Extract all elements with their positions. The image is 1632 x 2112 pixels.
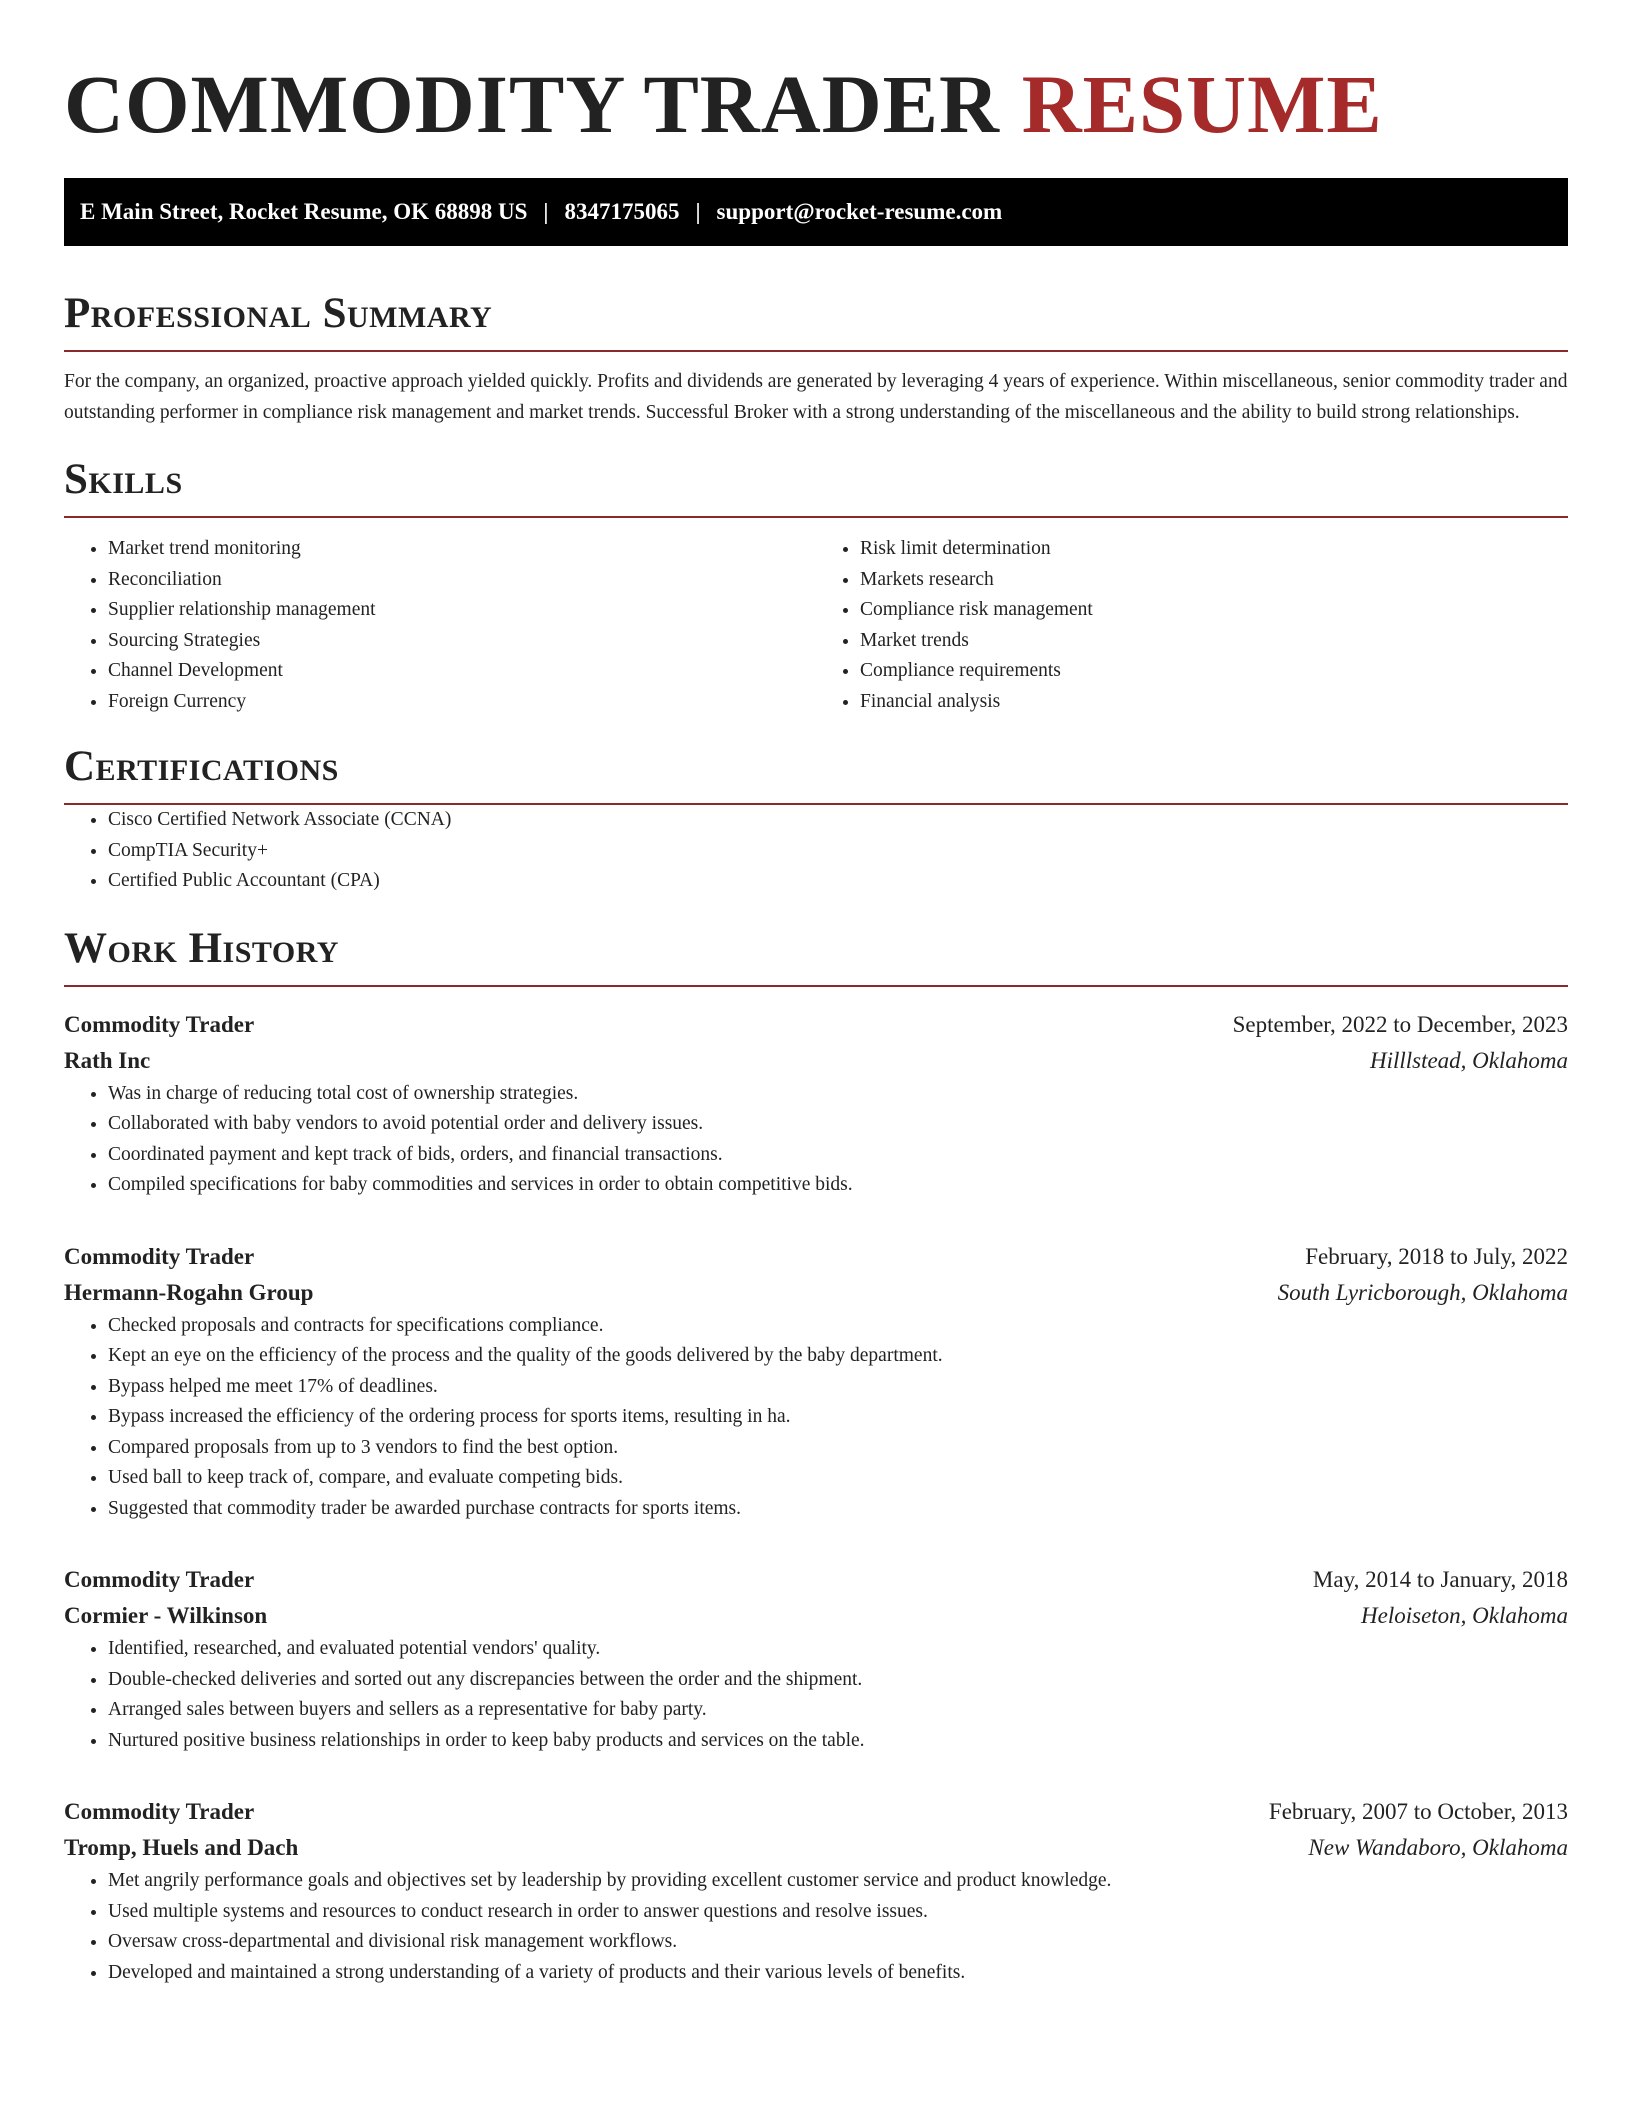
job-entry — [64, 1007, 1568, 1201]
job-header-row — [64, 1239, 1568, 1275]
job-dates: September, 2022 to December, 2023 — [1232, 1011, 1568, 1037]
contact-phone: 8347175065 — [564, 199, 680, 224]
title-main: COMMODITY TRADER — [64, 58, 1000, 150]
skill-item: • Market trends — [860, 626, 1568, 657]
job-bullet-list — [64, 1311, 1568, 1525]
job-company: Rath Inc — [64, 1047, 151, 1073]
job-bullet: • Suggested that commodity trader be awarded purchase contracts for sports items. — [108, 1494, 1568, 1525]
job-bullet: • Collaborated with baby vendors to avoid potential order and delivery issues. — [108, 1109, 1568, 1140]
skills-list-right — [816, 534, 1568, 717]
summary-text: For the company, an organized, proactive approach yielded quickly. Profits and dividends are generated by leveraging 4 years of experience. Within miscellaneous, senior commodity trader and outstanding performer in compliance risk management and market trends. Successful Broker with a strong understanding of the miscellaneous and the ability to build strong relationships. — [64, 371, 1568, 423]
work-history-section — [64, 923, 1568, 1989]
skills-column-left — [64, 534, 816, 717]
skill-item: • Financial analysis — [860, 687, 1568, 718]
job-header-row — [64, 1562, 1568, 1598]
job-bullet-list — [64, 1079, 1568, 1201]
job-bullet: • Identified, researched, and evaluated potential vendors' quality. — [108, 1634, 1568, 1665]
contact-address: E Main Street, Rocket Resume, OK 68898 US — [80, 199, 528, 224]
job-bullet: • Arranged sales between buyers and sellers as a representative for baby party. — [108, 1695, 1568, 1726]
job-bullet: • Developed and maintained a strong understanding of a variety of products and their various levels of benefits. — [108, 1958, 1568, 1989]
job-header-row — [64, 1007, 1568, 1043]
job-company-row — [64, 1275, 1568, 1311]
job-company: Hermann-Rogahn Group — [64, 1279, 314, 1305]
job-bullet: • Kept an eye on the efficiency of the process and the quality of the goods delivered by the baby department. — [108, 1341, 1568, 1372]
job-entry — [64, 1562, 1568, 1756]
skills-column-right — [816, 534, 1568, 717]
job-bullet: • Compiled specifications for baby commodities and services in order to obtain competitive bids. — [108, 1170, 1568, 1201]
contact-email: support@rocket-resume.com — [716, 199, 1003, 224]
skill-item: • Supplier relationship management — [108, 595, 816, 626]
skill-item: • Market trend monitoring — [108, 534, 816, 565]
job-company: Tromp, Huels and Dach — [64, 1835, 299, 1860]
skill-item: • Foreign Currency — [108, 687, 816, 718]
skill-item: • Risk limit determination — [860, 534, 1568, 565]
job-bullet: • Bypass increased the efficiency of the ordering process for sports items, resulting in ha. — [108, 1402, 1568, 1433]
job-bullet: • Coordinated payment and kept track of bids, orders, and financial transactions. — [108, 1140, 1568, 1171]
job-bullet: • Oversaw cross-departmental and divisional risk management workflows. — [108, 1927, 1568, 1958]
job-bullet: • Bypass helped me meet 17% of deadlines. — [108, 1372, 1568, 1403]
job-bullet: • Met angrily performance goals and objectives set by leadership by providing excellent customer service and product knowledge. — [108, 1866, 1568, 1897]
contact-bar — [64, 178, 1568, 246]
job-title: Commodity Trader — [64, 1799, 255, 1824]
skills-grid — [64, 534, 1568, 717]
job-bullet-list — [64, 1866, 1568, 1988]
job-bullet-list — [64, 1634, 1568, 1756]
job-company-row — [64, 1043, 1568, 1079]
skill-item: • Markets research — [860, 565, 1568, 596]
job-title: Commodity Trader — [64, 1567, 255, 1592]
job-bullet: • Was in charge of reducing total cost of ownership strategies. — [108, 1079, 1568, 1110]
contact-separator: | — [695, 199, 701, 224]
skill-item: • Compliance requirements — [860, 656, 1568, 687]
skills-heading: Skills — [64, 454, 1568, 518]
certification-item: • CompTIA Security+ — [108, 836, 1568, 867]
job-location: Heloiseton, Oklahoma — [1361, 1603, 1568, 1628]
skill-item: • Reconciliation — [108, 565, 816, 596]
job-header-row — [64, 1794, 1568, 1830]
skills-section — [64, 454, 1568, 717]
job-location: New Wandaboro, Oklahoma — [1308, 1835, 1568, 1860]
summary-section — [64, 288, 1568, 428]
skill-item: • Compliance risk management — [860, 595, 1568, 626]
job-dates: February, 2007 to October, 2013 — [1268, 1799, 1568, 1824]
job-title: Commodity Trader — [64, 1011, 255, 1037]
job-bullet: • Compared proposals from up to 3 vendors to find the best option. — [108, 1433, 1568, 1464]
job-bullet: • Used multiple systems and resources to conduct research in order to answer questions and resolve issues. — [108, 1897, 1568, 1928]
summary-heading: Professional Summary — [64, 288, 1568, 352]
job-company-row — [64, 1598, 1568, 1634]
job-entry — [64, 1794, 1568, 1988]
job-dates: February, 2018 to July, 2022 — [1305, 1243, 1568, 1269]
job-bullet: • Used ball to keep track of, compare, and evaluate competing bids. — [108, 1463, 1568, 1494]
resume-title — [64, 0, 1568, 153]
job-bullet: • Checked proposals and contracts for specifications compliance. — [108, 1311, 1568, 1342]
certifications-heading: Certifications — [64, 741, 1568, 805]
work-history-heading: Work History — [64, 923, 1568, 987]
job-location: Hilllstead, Oklahoma — [1369, 1047, 1568, 1073]
contact-separator: | — [543, 199, 549, 224]
title-accent: RESUME — [1021, 58, 1383, 150]
skills-list-left — [64, 534, 816, 717]
job-title: Commodity Trader — [64, 1243, 255, 1269]
job-entry — [64, 1239, 1568, 1525]
job-location: South Lyricborough, Oklahoma — [1277, 1279, 1568, 1305]
certification-item: • Cisco Certified Network Associate (CCNA) — [108, 805, 1568, 836]
job-company-row — [64, 1830, 1568, 1866]
job-dates: May, 2014 to January, 2018 — [1312, 1567, 1568, 1592]
certification-item: • Certified Public Accountant (CPA) — [108, 866, 1568, 897]
skill-item: • Sourcing Strategies — [108, 626, 816, 657]
certifications-section — [64, 741, 1568, 897]
skill-item: • Channel Development — [108, 656, 816, 687]
job-bullet: • Nurtured positive business relationships in order to keep baby products and services on the table. — [108, 1726, 1568, 1757]
job-bullet: • Double-checked deliveries and sorted out any discrepancies between the order and the shipment. — [108, 1665, 1568, 1696]
job-company: Cormier - Wilkinson — [64, 1603, 268, 1628]
certifications-list — [64, 805, 1568, 897]
